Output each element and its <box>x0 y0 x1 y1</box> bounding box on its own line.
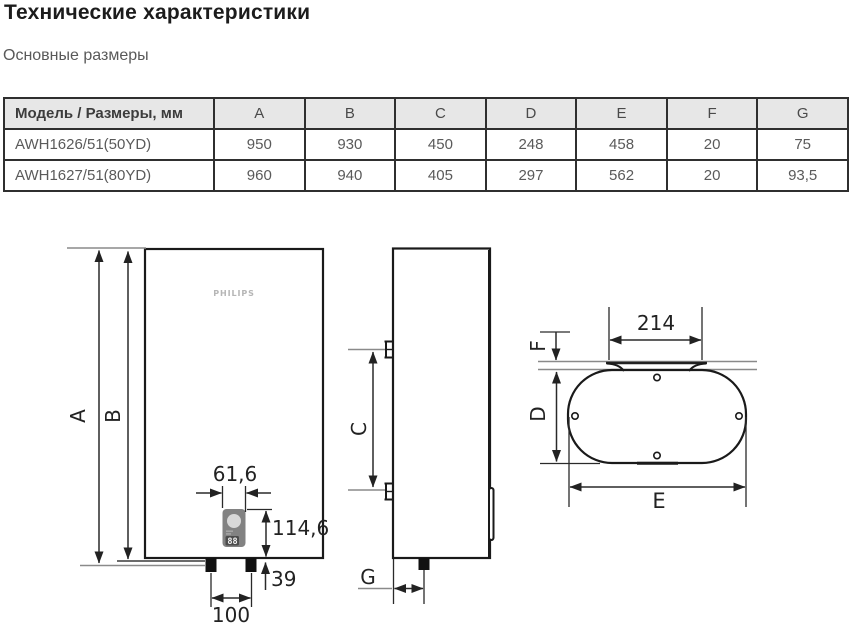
dim-label-panel-width: 61,6 <box>212 462 258 486</box>
page-title: Технические характеристики <box>4 1 311 24</box>
dim-G <box>358 559 424 604</box>
value-cell: 75 <box>757 129 848 160</box>
header-E: E <box>576 98 667 129</box>
dim-label-B: B <box>101 409 125 423</box>
model-cell: AWH1626/51(50YD) <box>4 129 214 160</box>
header-C: C <box>395 98 486 129</box>
brand-logo: PHILIPS <box>213 289 255 298</box>
value-cell: 930 <box>305 129 396 160</box>
water-pipe-right <box>246 558 257 572</box>
value-cell: 248 <box>486 129 577 160</box>
dim-label-F: F <box>526 340 550 352</box>
value-cell: 940 <box>305 160 396 191</box>
header-G: G <box>757 98 848 129</box>
dim-label-pipe-spacing: 100 <box>211 603 251 627</box>
dim-label-bracket-width: 214 <box>636 311 676 335</box>
panel-side-profile <box>489 488 494 540</box>
model-cell: AWH1627/51(80YD) <box>4 160 214 191</box>
dim-label-G: G <box>360 565 376 589</box>
dim-label-D: D <box>526 406 550 422</box>
display-value: 88 <box>227 536 238 547</box>
side-pipe <box>419 558 430 570</box>
control-panel <box>223 509 246 547</box>
value-cell: 20 <box>667 160 758 191</box>
value-cell: 950 <box>214 129 305 160</box>
dim-C <box>347 352 373 487</box>
value-cell: 562 <box>576 160 667 191</box>
page-subtitle: Основные размеры <box>3 47 149 64</box>
value-cell: 405 <box>395 160 486 191</box>
control-knob <box>227 514 241 528</box>
water-pipe-left <box>206 558 217 572</box>
mount-bracket-lower <box>385 483 394 500</box>
dim-bracket-width <box>609 307 702 360</box>
header-F: F <box>667 98 758 129</box>
value-cell: 450 <box>395 129 486 160</box>
mount-bracket-upper <box>385 341 394 358</box>
top-view <box>526 307 757 513</box>
side-body <box>393 249 490 559</box>
side-view <box>347 249 494 605</box>
header-B: B <box>305 98 396 129</box>
dim-A <box>66 251 99 564</box>
top-body <box>568 370 746 463</box>
dim-label-A: A <box>66 409 90 423</box>
header-model: Модель / Размеры, мм <box>4 98 214 129</box>
dim-label-panel-height: 114,6 <box>272 516 330 540</box>
value-cell: 458 <box>576 129 667 160</box>
header-D: D <box>486 98 577 129</box>
dim-label-E: E <box>652 489 666 513</box>
value-cell: 20 <box>667 129 758 160</box>
dim-pipe-spacing <box>211 573 252 627</box>
header-A: A <box>214 98 305 129</box>
dim-F <box>526 332 570 360</box>
value-cell: 960 <box>214 160 305 191</box>
value-cell: 93,5 <box>757 160 848 191</box>
value-cell: 297 <box>486 160 577 191</box>
dim-label-pipe-length: 39 <box>271 567 297 591</box>
dim-label-C: C <box>347 422 371 436</box>
dim-B <box>101 252 128 560</box>
dim-pipe-length <box>266 563 297 592</box>
front-view <box>66 248 329 627</box>
